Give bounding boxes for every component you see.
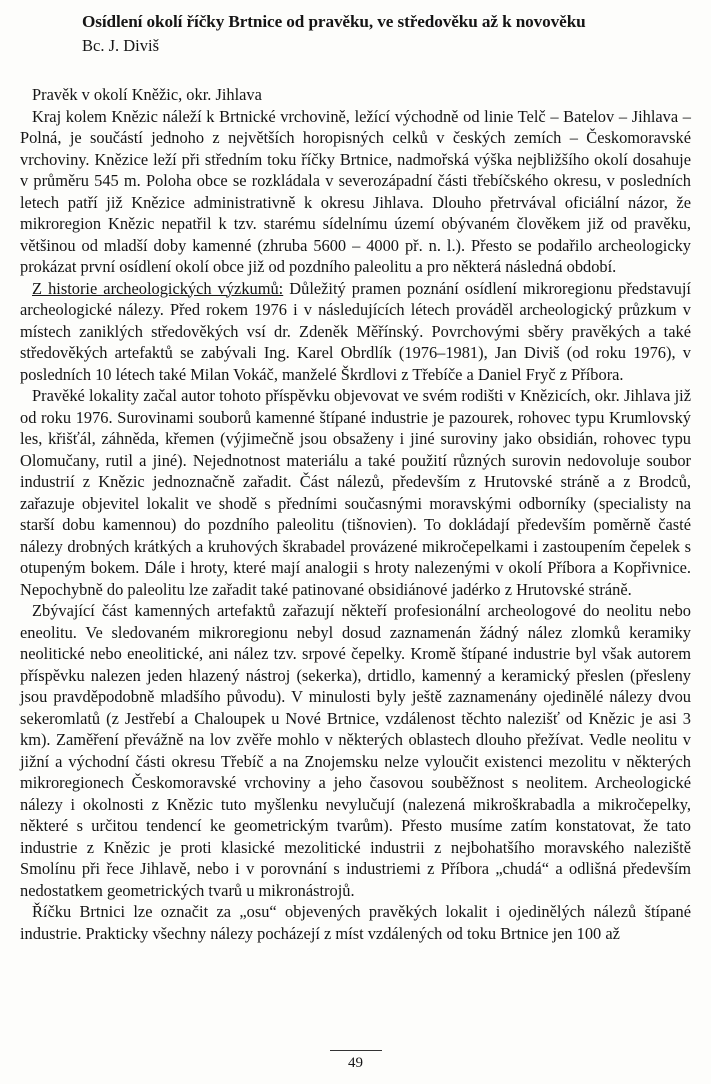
article-body [20,84,691,944]
paragraph-2-lead: Z historie archeologických výzkumů: [32,278,284,298]
article-title: Osídlení okolí říčky Brtnice od pravěku, ve středověku až k novověku [82,12,586,31]
paragraph-2 [20,278,691,386]
paragraph-2-text: Důležitý pramen poznání osídlení mikroregionu představují archeologické nálezy. Před rokem 1976 i v následujících létech prováděl archeologický průzkum v místech zaniklých středověkých vsí dr. Zdeněk Měřínský. Povrchovými sběry pravěkých a také středověkých artefaktů se zabývali Ing. Karel Obrdlík (1976–1981), Jan Diviš (od roku 1976), v posledních 10 létech také Milan Vokáč, manželé Škrdlovi z Třebíče a Daniel Fryč z Příbora. [20,278,691,384]
article-author: Bc. J. Diviš [82,36,160,55]
footer-rule [330,1050,382,1051]
paragraph-1: Kraj kolem Knězic náleží k Brtnické vrchovině, ležící východně od linie Telč – Batelov – Jihlava – Polná, je součástí jednoho z největších horopisných celků v českých zemích – Českomoravské vrchoviny. Knězice leží při středním toku říčky Brtnice, nadmořská výška nejbližšího okolí dosahuje v průměru 545 m. Poloha obce se rozkládala v severozápadní části třebíčského okresu, v posledních letech patří již Knězice administrativně k okresu Jihlava. Dlouho přetrvával oficiální názor, že mikroregion Knězic nepatřil k tzv. starému sídelnímu území obývaném člověkem již od pravěku, většinou od mladší doby kamenné (zhruba 5600 – 4000 př. n. l.). Přesto se podařilo archeologicky prokázat první osídlení okolí obce již od pozdního paleolitu a pro některá následná období. [20,106,691,276]
paragraph-4: Zbývající část kamenných artefaktů zařazují někteří profesionální archeologové do neolitu nebo eneolitu. Ve sledovaném mikroregionu nebyl dosud zaznamenán žádný nález zlomků keramiky neolitické nebo eneolitické, ani nález tzv. srpové čepelky. Kromě štípané industrie byl však autorem příspěvku nalezen jeden hlazený nástroj (sekerka), drtidlo, kamenný a keramický přeslen (přesleny jsou pravděpodobně mladšího původu). V minulosti byly ještě zaznamenány ojedinělé nálezy dvou sekeromlatů (z Jestřebí a Chaloupek u Nové Brtnice, vzdálenost těchto nalezišť od Knězic je asi 3 km). Zaměření převážně na lov zvěře mohlo v některých oblastech dlouho přežívat. Vedle neolitu v jižní a východní části okresu Třebíč a na Znojemsku nelze vyloučit existenci mezolitu v některých mikroregionech Českomoravské vrchoviny a jeho časovou souběžnost s neolitem. Archeologické nálezy i okolnosti z Knězic tuto myšlenku nevylučují (nalezená mikroškrabadla a mikročepelky, některé s určitou tendencí ke geometrickým tvarům). Přesto musíme zatím konstatovat, že tato industrie z Knězic je proti klasické mezolitické industrii z nejbohatšího moravského naleziště Smolínu při řece Jihlavě, nebo i v porovnání s industriemi z Příbora „chudá“ a odlišná především nedostatkem geometrických tvarů u mikronástrojů. [20,601,691,900]
page-number: 49 [348,1055,363,1071]
paragraph-5: Říčku Brtnici lze označit za „osu“ objevených pravěkých lokalit i ojedinělých nálezů štípané industrie. Prakticky všechny nálezy pocházejí z míst vzdálených od toku Brtnice jen 100 až [20,902,691,943]
section-heading: Pravěk v okolí Kněžic, okr. Jihlava [32,85,262,104]
paragraph-3: Pravěké lokality začal autor tohoto příspěvku objevovat ve svém rodišti v Knězicích, okr. Jihlava již od roku 1976. Surovinami souborů kamenné štípané industrie je pazourek, rohovec typu Krumlovský les, křišťál, záhněda, křemen (výjimečně jsou obsaženy i jiné suroviny jako obsidián, rohovec typu Olomučany, rutil a jiné). Nejednotnost materiálu a také použití různých surovin nedovoluje soubor industrií z Knězic jednoznačně zařadit. Část nálezů, především z Hrutovské stráně a z Brodců, zařazuje objevitel lokalit ve shodě s předními současnými moravskými odborníky (specialisty na starší dobu kamennou) do pozdního paleolitu (tišnovien). To dokládají především poměrně časté nálezy drobných krátkých a kruhových škrabadel provázené mikročepelkami i zastoupením čepelek s otupeným bokem. Dále i hroty, které mají analogii s hroty nalezenými v okolí Příbora a Kopřivnice. Nepochybně do paleolitu lze zařadit také patinované obsidiánové jadérko z Hrutovské stráně. [20,386,691,599]
